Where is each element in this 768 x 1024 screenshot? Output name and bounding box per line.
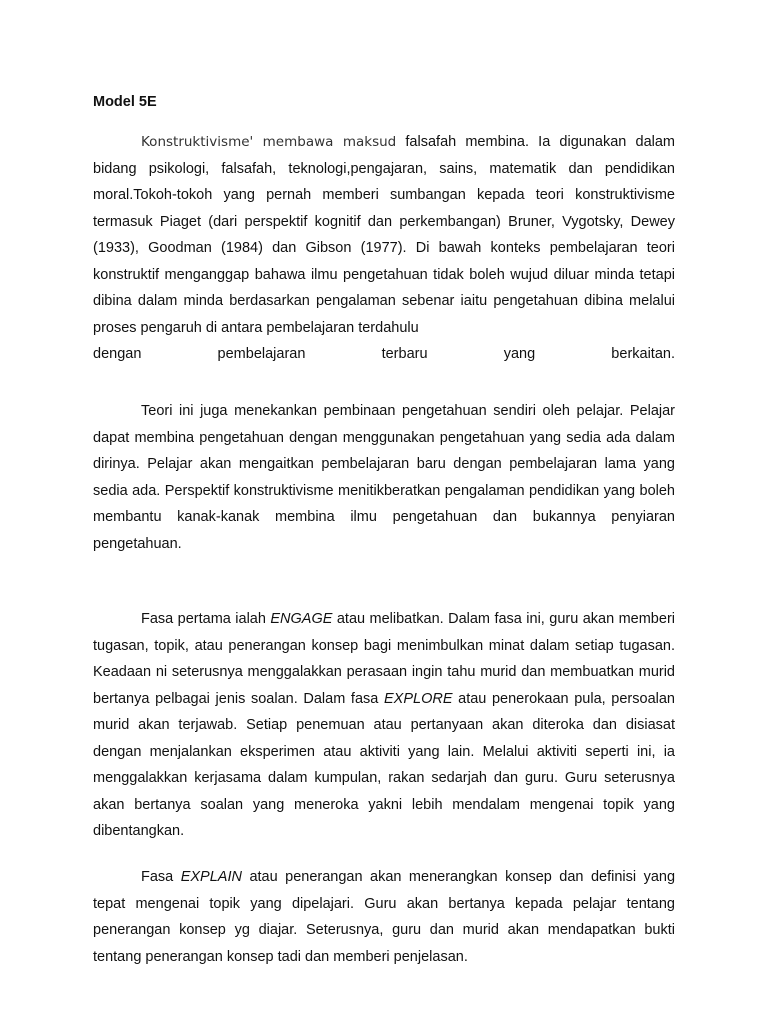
term-engage: ENGAGE — [270, 611, 333, 627]
paragraph-text: Fasa — [141, 869, 181, 885]
term-explain: EXPLAIN — [180, 869, 242, 885]
document-heading: Model 5E — [93, 94, 157, 110]
paragraph-text: Fasa pertama ialah — [141, 611, 271, 627]
paragraph-fasa-engage-explore — [93, 606, 675, 845]
paragraph-teori: Teori ini juga menekankan pembinaan pengetahuan sendiri oleh pelajar. Pelajar dapat membina pengetahuan dengan menggunakan pengetahuan yang sedia ada dalam dirinya. Pelajar akan mengaitkan pembelajaran baru dengan pembelajaran lama yang sedia ada. Perspektif konstruktivisme menitikberatkan pengalaman pendidikan yang boleh membantu kanak-kanak membina ilmu pengetahuan dan bukannya penyiaran pengetahuan. — [93, 403, 675, 552]
paragraph-last-line: dengan pembelajaran terbaru yang berkaitan. — [93, 346, 675, 362]
paragraph-text: atau penerangan akan menerangkan konsep dan definisi yang tepat mengenai topik yang dipelajari. Guru akan bertanya kepada pelajar tentang penerangan konsep yg diajar. Seterusnya, guru dan murid akan mendapatkan bukti tentang penerangan konsep tadi dan memberi penjelasan. — [93, 869, 676, 965]
paragraph-text: falsafah membina. Ia digunakan dalam bidang psikologi, falsafah, teknologi,pengajaran, sains, matematik dan pendidikan moral.Tokoh-tokoh yang pernah memberi sumbangan kepada teori konstruktivisme termasuk Piaget (dari perspektif kognitif dan perkembangan) Bruner, Vygotsky, Dewey (1933), Goodman (1984) dan Gibson (1977). Di bawah konteks pembelajaran teori konstruktif menganggap bahawa ilmu pengetahuan tidak boleh wujud diluar minda tetapi dibina dalam minda berdasarkan pengalaman sebenar iaitu pengetahuan dibina melalui proses pengaruh di antara pembelajaran terdahulu — [93, 134, 675, 336]
paragraph-konstruktivisme — [93, 129, 675, 368]
paragraph-text: atau melibatkan. Dalam fasa ini, guru akan memberi tugasan, topik, atau penerangan konsep bagi menimbulkan minat dalam setiap tugasan. Keadaan ni seterusnya menggalakkan perasaan ingin tahu murid dan membuatkan murid bertanya pelbagai jenis soalan. Dalam fasa — [93, 611, 675, 707]
paragraph-text: atau penerokaan pula, persoalan murid akan terjawab. Setiap penemuan atau pertanyaan akan diteroka dan disiasat dengan menjalankan eksperimen atau aktiviti yang lain. Melalui aktiviti seperti ini, ia menggalakkan kerjasama dalam kumpulan, rakan sedarjah dan guru. Guru seterusnya akan bertanya soalan yang meneroka yakni lebih mendalam mengenai topik yang dibentangkan. — [93, 690, 675, 839]
paragraph-fasa-explain — [93, 864, 675, 970]
paragraph-lead-phrase: Konstruktivisme' membawa maksud — [141, 134, 397, 150]
term-explore: EXPLORE — [383, 690, 453, 707]
